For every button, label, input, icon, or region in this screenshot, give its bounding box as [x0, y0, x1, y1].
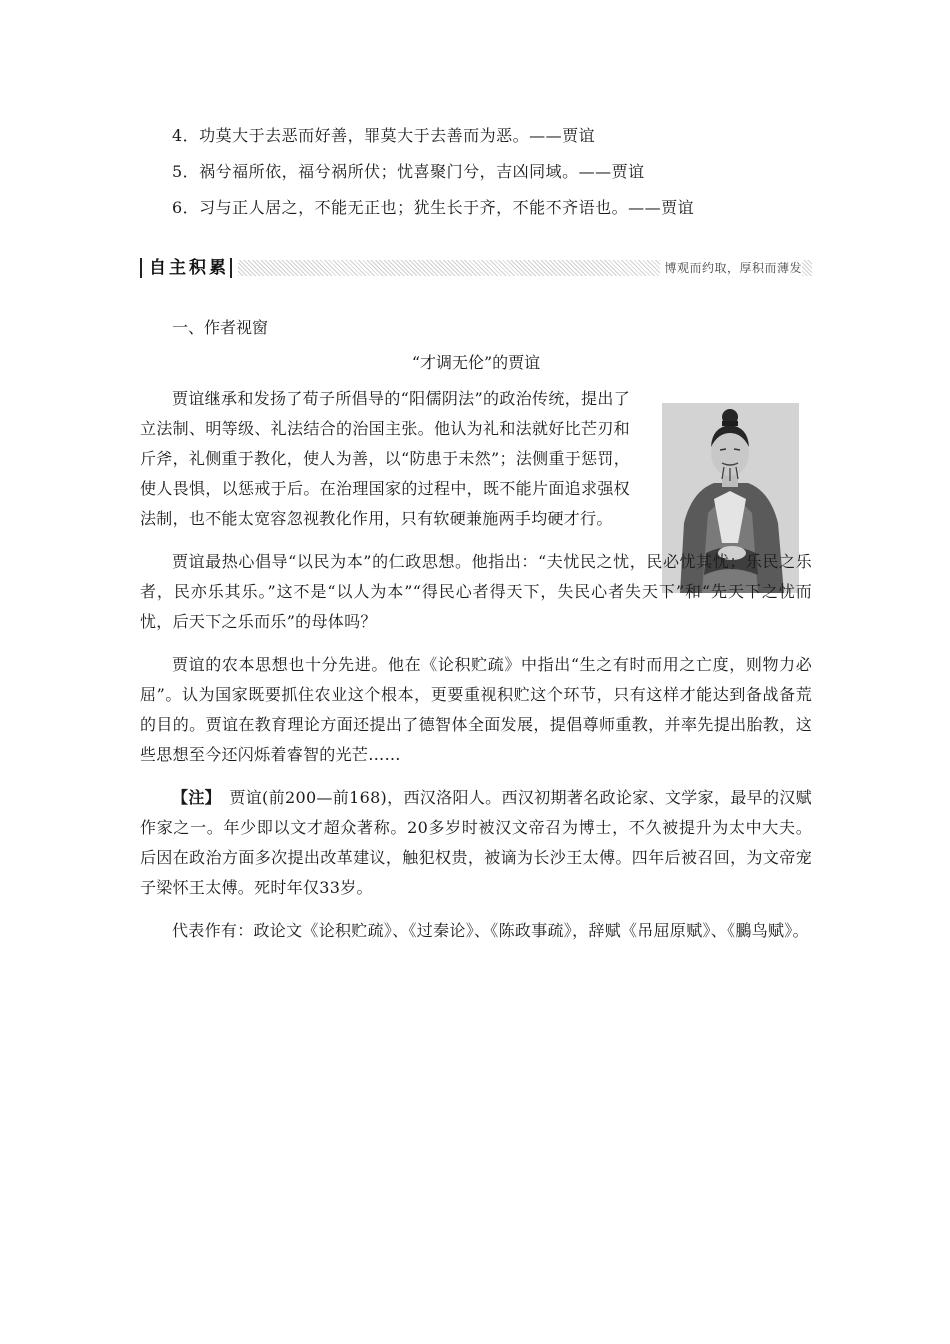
- banner-left-bar: [140, 258, 142, 278]
- article-title: “才调无伦”的贾谊: [411, 353, 541, 372]
- banner-divider-bar: [230, 258, 232, 278]
- note-text: 贾谊(前200—前168)，西汉洛阳人。西汉初期著名政论家、文学家，最早的汉赋作家之一。年少即以文才超众著称。20多岁时被汉文帝召为博士，不久被提升为太中大夫。后因在政治方面多次提出改革建议，触犯权贵，被谪为长沙王太傅。四年后被召回，为文帝宠子梁怀王太傅。死时年仅33岁。: [140, 788, 812, 897]
- section-heading: 一、作者视窗: [172, 318, 269, 337]
- paragraph-2: 贾谊最热心倡导“以民为本”的仁政思想。他指出：“夫忧民之忧，民必忧其忧；乐民之乐者，民亦乐其乐。”这不是“以人为本”“得民心者得天下，失民心者失天下”和“先天下之忧而忧，后天下之乐而乐”的母体吗？: [140, 552, 812, 631]
- quote-list: [172, 126, 812, 234]
- paragraph-1: 贾谊继承和发扬了荀子所倡导的“阳儒阴法”的政治传统，提出了立法制、明等级、礼法结合的治国主张。他认为礼和法就好比芒刃和斤斧，礼侧重于教化，使人为善，以“防患于未然”；法侧重于惩罚，使人畏惧，以惩戒于后。在治理国家的过程中，既不能片面追求强权法制，也不能太宽容忽视教化作用，只有软硬兼施两手均硬才行。: [140, 389, 630, 528]
- note-label: 【注】: [172, 788, 214, 807]
- paragraph-3: 贾谊的农本思想也十分先进。他在《论积贮疏》中指出“生之有时而用之亡度，则物力必屈”。认为国家既要抓住农业这个根本，更要重视积贮这个环节，只有这样才能达到备战备荒的目的。贾谊在教育理论方面还提出了德智体全面发展，提倡尊师重教，并率先提出胎教，这些思想至今还闪烁着睿智的光芒……: [140, 655, 812, 764]
- section-banner: [140, 257, 812, 279]
- quote-5: 5．祸兮福所依，福兮祸所伏；忧喜聚门兮，吉凶同域。——贾谊: [172, 162, 645, 181]
- note-paragraph: [140, 783, 812, 903]
- banner-motto: 博观而约取，厚积而薄发: [660, 259, 802, 277]
- article-body: [140, 384, 812, 959]
- banner-title: 自主积累: [149, 258, 229, 278]
- quote-4: 4．功莫大于去恶而好善，罪莫大于去善而为恶。——贾谊: [172, 126, 596, 145]
- quote-6: 6．习与正人居之，不能无正也；犹生长于齐，不能不齐语也。——贾谊: [172, 198, 695, 217]
- representative-works: 代表作有：政论文《论积贮疏》、《过秦论》、《陈政事疏》，辞赋《吊屈原赋》、《鵩鸟赋》。: [172, 921, 809, 940]
